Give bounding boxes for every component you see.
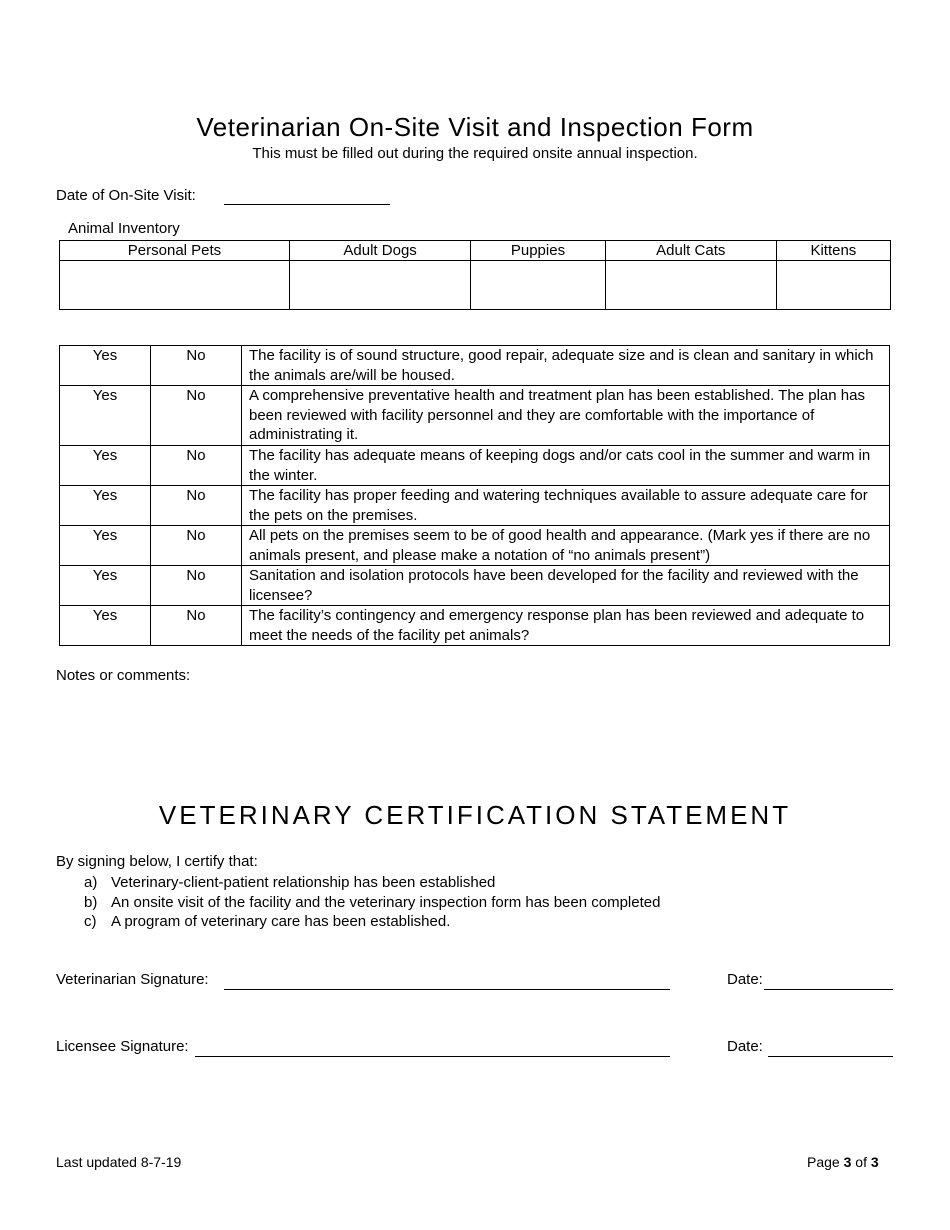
certification-marker: c) [84, 913, 97, 930]
inventory-value-row [60, 261, 891, 310]
no-option[interactable]: No [151, 346, 242, 386]
inventory-header-row [60, 241, 891, 261]
licensee-date-field[interactable] [768, 1056, 893, 1057]
yes-option[interactable]: Yes [60, 346, 151, 386]
checklist-question: All pets on the premises seem to be of good health and appearance. (Mark yes if there are no animals present, and please make a notation of “no animals present”) [242, 526, 890, 566]
checklist-row [60, 606, 890, 646]
certification-item [84, 873, 660, 893]
yes-option[interactable]: Yes [60, 486, 151, 526]
animal-inventory-label: Animal Inventory [68, 220, 180, 237]
inventory-col-puppies: Puppies [471, 241, 606, 261]
checklist-row [60, 386, 890, 446]
certification-text: An onsite visit of the facility and the veterinary inspection form has been completed [111, 893, 661, 911]
inventory-cell-adult-dogs[interactable] [289, 261, 470, 310]
yes-option[interactable]: Yes [60, 446, 151, 486]
checklist-question: The facility’s contingency and emergency response plan has been reviewed and adequate to meet the needs of the facility pet animals? [242, 606, 890, 646]
checklist-question: The facility has adequate means of keeping dogs and/or cats cool in the summer and warm in the winter. [242, 446, 890, 486]
checklist-question: The facility has proper feeding and watering techniques available to assure adequate care for the pets on the premises. [242, 486, 890, 526]
yes-option[interactable]: Yes [60, 606, 151, 646]
certification-item [84, 893, 660, 913]
veterinarian-signature-field[interactable] [224, 989, 670, 990]
checklist-row [60, 526, 890, 566]
checklist-row [60, 486, 890, 526]
notes-label: Notes or comments: [56, 667, 191, 684]
inspection-checklist-table [59, 345, 890, 646]
page-number [807, 1154, 879, 1170]
checklist-row [60, 446, 890, 486]
page-prefix: Page [807, 1154, 840, 1170]
certification-intro: By signing below, I certify that: [56, 853, 258, 870]
checklist-question: A comprehensive preventative health and treatment plan has been established. The plan has been reviewed with facility personnel and they are comfortable with the importance of administrating it. [242, 386, 890, 446]
form-subtitle: This must be filled out during the required onsite annual inspection. [252, 145, 698, 162]
no-option[interactable]: No [151, 606, 242, 646]
date-of-visit-label: Date of On-Site Visit: [56, 187, 196, 204]
licensee-signature-label: Licensee Signature: [56, 1038, 189, 1055]
page-total: 3 [870, 1154, 879, 1170]
veterinarian-date-label: Date: [727, 971, 763, 988]
certification-marker: a) [84, 874, 98, 891]
checklist-question: The facility is of sound structure, good repair, adequate size and is clean and sanitary in which the animals are/will be housed. [242, 346, 890, 386]
inventory-col-adult-dogs: Adult Dogs [289, 241, 470, 261]
inventory-cell-puppies[interactable] [471, 261, 606, 310]
yes-option[interactable]: Yes [60, 566, 151, 606]
animal-inventory-table [59, 240, 891, 310]
certification-text: Veterinary-client-patient relationship has been established [111, 874, 496, 891]
veterinarian-signature-label: Veterinarian Signature: [56, 971, 209, 988]
veterinarian-date-field[interactable] [764, 989, 893, 990]
yes-option[interactable]: Yes [60, 526, 151, 566]
certification-marker: b) [84, 893, 98, 911]
notes-area[interactable] [56, 690, 891, 785]
no-option[interactable]: No [151, 566, 242, 606]
licensee-date-label: Date: [727, 1038, 763, 1055]
no-option[interactable]: No [151, 386, 242, 446]
certification-list [84, 873, 660, 932]
inventory-cell-personal-pets[interactable] [60, 261, 290, 310]
last-updated: Last updated 8-7-19 [56, 1154, 182, 1170]
checklist-row [60, 566, 890, 606]
inventory-col-personal-pets: Personal Pets [60, 241, 290, 261]
no-option[interactable]: No [151, 526, 242, 566]
yes-option[interactable]: Yes [60, 386, 151, 446]
no-option[interactable]: No [151, 486, 242, 526]
page-current: 3 [843, 1154, 852, 1170]
inventory-col-adult-cats: Adult Cats [605, 241, 776, 261]
certification-item [84, 912, 660, 932]
date-of-visit-field[interactable] [224, 204, 390, 205]
inventory-col-kittens: Kittens [776, 241, 890, 261]
no-option[interactable]: No [151, 446, 242, 486]
checklist-row [60, 346, 890, 386]
certification-title: VETERINARY CERTIFICATION STATEMENT [158, 800, 792, 830]
inventory-cell-kittens[interactable] [776, 261, 890, 310]
inventory-cell-adult-cats[interactable] [605, 261, 776, 310]
page-of: of [855, 1154, 867, 1170]
checklist-question: Sanitation and isolation protocols have been developed for the facility and reviewed with the licensee? [242, 566, 890, 606]
form-title: Veterinarian On-Site Visit and Inspection Form [196, 112, 754, 142]
certification-text: A program of veterinary care has been established. [111, 913, 451, 930]
licensee-signature-field[interactable] [195, 1056, 670, 1057]
